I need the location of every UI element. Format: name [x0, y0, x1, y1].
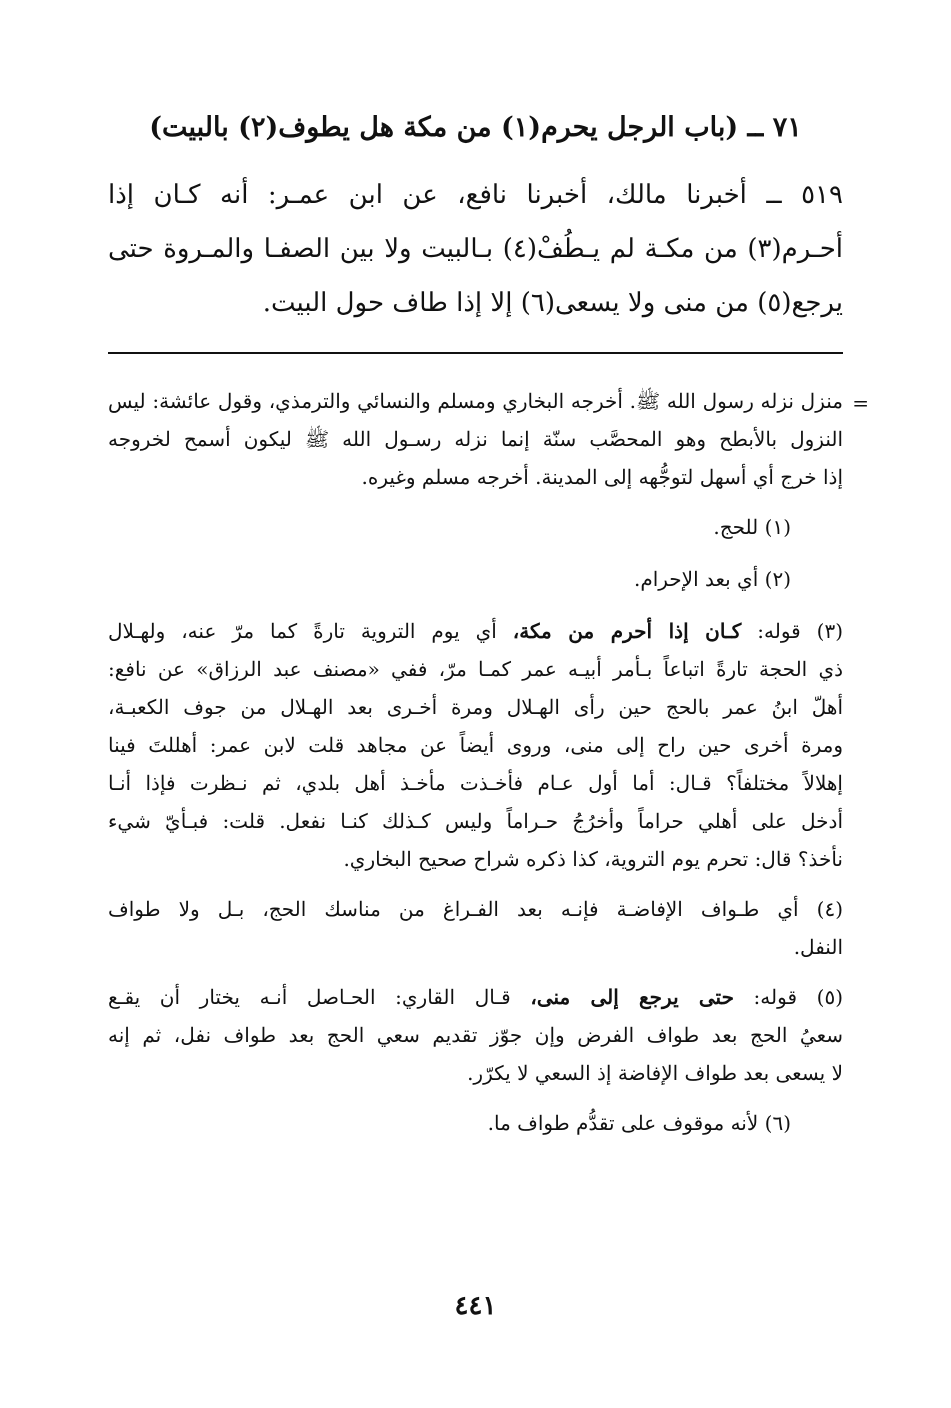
- footnote-line: إهلالاً مختلفاً؟ قـال: أما أول عـام فأخـذت مأخـذ أهل بلدي، ثم نـظرت فإذا أنـا: [108, 771, 843, 795]
- footnote-line: لا يسعى بعد طواف الإفاضة إذ السعي لا يكرّر.: [467, 1061, 843, 1085]
- footnote-line: النفل.: [793, 935, 843, 959]
- hadith-line: يرجع(٥) من منى ولا يسعى(٦) إلا إذا طاف حول البيت.: [262, 288, 843, 318]
- footnote-1: (١) للحج.: [713, 515, 791, 539]
- footnote-continued: [108, 382, 843, 496]
- quoted-phrase: حتى يرجع إلى منى،: [530, 985, 734, 1009]
- footnote-text: قـال القاري: الحـاصل أنـه يختار أن يقـع: [108, 985, 531, 1009]
- footnote-line: النزول بالأبطح وهو المحصَّب سنّة إنما نزله رسـول الله ﷺ ليكون أسمح لخروجه: [108, 427, 843, 451]
- hadith-line: ٥١٩ ــ أخبرنا مالك، أخبرنا نافع، عن ابن عمـر: أنه كـان إذا: [108, 180, 843, 210]
- footnote-3: [108, 612, 843, 878]
- footnote-5: [108, 978, 843, 1092]
- footnote-line: [108, 978, 843, 1016]
- quoted-phrase: كـان إذا أحرم من مكة،: [512, 619, 742, 643]
- footnote-number: (٥) قوله:: [733, 985, 843, 1009]
- footnotes: [108, 382, 843, 1156]
- footnote-line: إذا خرج أي أسهل لتوجُّهه إلى المدينة. أخرجه مسلم وغيره.: [361, 465, 843, 489]
- footnote-6: (٦) لأنه موقوف على تقدُّم طواف ما.: [487, 1111, 791, 1135]
- hadith-text: [108, 168, 843, 330]
- footnote-text: أي يوم التروية تارةً كما مرّ عنه، ولهـلال: [108, 619, 513, 643]
- footnote-line: [108, 612, 843, 650]
- footnote-number: (٣) قوله:: [741, 619, 844, 643]
- footnote-line: أهلّ ابنُ عمر بالحج حين رأى الهـلال ومرة أخـرى بعد الهـلال من جوف الكعبـة،: [108, 695, 843, 719]
- hadith-line: أحـرم(٣) من مكـة لم يـطُفْ(٤) بـالبيت ولا بين الصفـا والمـروة حتى: [108, 234, 843, 264]
- footnote-4: [108, 890, 843, 966]
- footnote-line: (٤) أي طـواف الإفاضـة فإنـه بعد الفـراغ من مناسك الحج، بـل ولا طواف: [108, 897, 843, 921]
- footnote-line: ذي الحجة تارةً اتباعاً بـأمر أبيـه عمر كمـا مرّ، ففي «مصنف عبد الرزاق» عن نافع:: [108, 657, 843, 681]
- footnote-line: سعيُ الحج بعد طواف الفرض وإن جوّز تقديم سعي الحج بعد طواف نفل، ثم إنه: [108, 1023, 843, 1047]
- footnote-line: أدخل على أهلي حراماً وأخرُجُ حـراماً وليس كـذلك كنـا نفعل. قلت: فبـأيّ شيء: [108, 809, 843, 833]
- footnote-line: ومرة أخرى حين راح إلى منى، وروى أيضاً عن مجاهد قلت لابن عمر: أهللتَ فينا: [108, 733, 843, 757]
- footnote-2: (٢) أي بعد الإحرام.: [633, 567, 791, 591]
- footnote-separator: [108, 352, 843, 354]
- footnote-line: منزل نزله رسول الله ﷺ. أخرجه البخاري ومسلم والنسائي والترمذي، وقول عائشة: ليس: [108, 389, 843, 413]
- continuation-mark: =: [852, 391, 869, 415]
- footnote-line: نأخذ؟ قال: تحرم يوم التروية، كذا ذكره شراح صحيح البخاري.: [343, 847, 843, 871]
- page-number: ٤٤١: [454, 1291, 497, 1321]
- chapter-heading: ٧١ ــ (باب الرجل يحرم(١) من مكة هل يطوف(٢) بالبيت): [149, 112, 802, 143]
